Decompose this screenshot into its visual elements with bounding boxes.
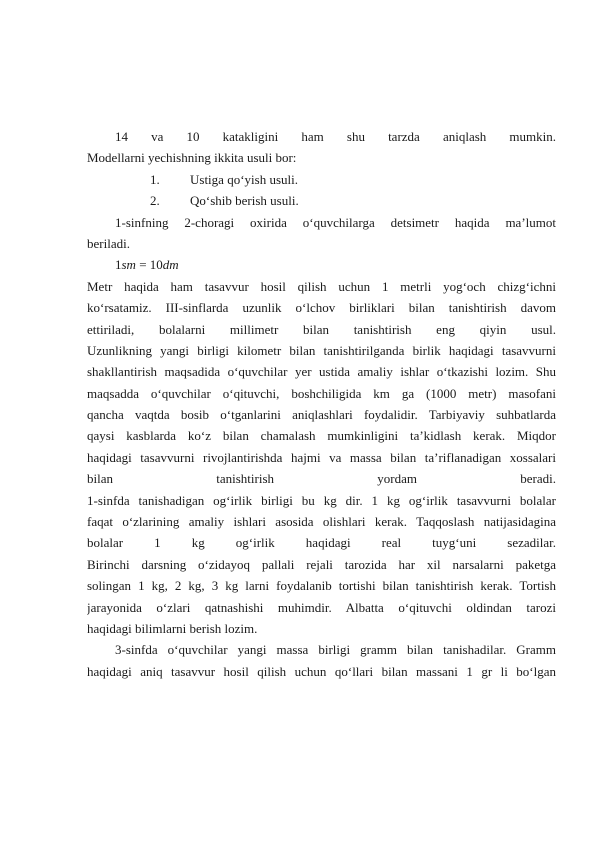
text-line: ko‘rsatamiz. III-sinflarda uzunlik o‘lchov birliklari bilan tanishtirish davom — [87, 300, 556, 316]
text-line: 1-sinfning 2-choragi oxirida o‘quvchilarga detsimetr haqida ma’lumot — [115, 214, 556, 230]
formula-number: 1 — [115, 257, 122, 273]
text-line: 14 va 10 katakligini ham shu tarzda aniqlash mumkin. — [115, 129, 556, 144]
text-line: solingan 1 kg, 2 kg, 3 kg larni foydalanib tortishi bilan tanishtirish kerak. Tortish — [87, 578, 556, 594]
list-number: 1. — [150, 171, 160, 187]
text-line: Uzunlikning yangi birligi kilometr bilan tanishtirilganda birlik haqidagi tasavvurni — [87, 342, 556, 358]
text-line: haqidagi bilimlarni berish lozim. — [87, 620, 258, 636]
formula-line — [87, 254, 556, 275]
document-body — [87, 126, 556, 682]
list-item — [87, 190, 556, 211]
text-line: faqat o‘zlarining amaliy ishlari asosida olishlari kerak. Taqqoslash natijasidagina — [87, 514, 556, 530]
text-line: Modellarni yechishning ikkita usuli bor: — [87, 150, 297, 166]
text-line: haqidagi tasavvurni rivojlantirishda hajmi va massa bilan ta’riflanadigan xossalari — [87, 449, 556, 465]
formula-number: 10 — [149, 257, 163, 273]
text-line: bolalar 1 kg og‘irlik haqidagi real tuyg‘uni sezadilar. — [87, 535, 556, 551]
text-line: beriladi. — [87, 235, 130, 251]
text-line: shakllantirish maqsadida o‘quvchilar yer ustida amaliy ishlar o‘tkazishi lozim. Shu — [87, 364, 556, 380]
text-line: maqsadda o‘quvchilar o‘qituvchi, boshchiligida km ga (1000 metr) masofani — [87, 385, 556, 401]
text-line: jarayonida o‘zlari qatnashishi muhimdir. Albatta o‘qituvchi oldindan tarozi — [87, 599, 556, 615]
text-line: qaysi kasblarda ko‘z bilan chamalash mumkinligini ta’kidlash kerak. Miqdor — [87, 428, 556, 444]
formula-equals: = — [135, 257, 150, 273]
text-line: Birinchi darsning o‘zidayoq pallali rejali tarozida har xil narsalarni paketga — [87, 556, 556, 572]
formula-unit: sm — [121, 257, 136, 273]
text-line: Metr haqida ham tasavvur hosil qilish uchun 1 metrli yog‘och chizg‘ichni — [87, 278, 556, 294]
text-line: qancha vaqtda bosib o‘tganlarini aniqlashlari foydalidir. Tarbiyaviy suhbatlarda — [87, 407, 556, 423]
list-item-text: Ustiga qo‘yish usuli. — [190, 171, 298, 187]
text-line: 1-sinfda tanishadigan og‘irlik birligi bu kg dir. 1 kg og‘irlik tasavvurni bolalar — [87, 492, 556, 508]
text-line: haqidagi aniq tasavvur hosil qilish uchun qo‘llari bilan massani 1 gr li bo‘lgan — [87, 663, 556, 679]
text-line: 3-sinfda o‘quvchilar yangi massa birligi gramm bilan tanishadilar. Gramm — [115, 642, 556, 658]
list-number: 2. — [150, 193, 160, 209]
list-item — [87, 169, 556, 190]
text-line: ettiriladi, bolalarni millimetr bilan tanishtirish eng qiyin usul. — [87, 321, 556, 337]
text-line: bilan tanishtirish yordam beradi. — [87, 471, 556, 487]
formula-unit: dm — [162, 257, 179, 273]
list-item-text: Qo‘shib berish usuli. — [190, 193, 299, 209]
